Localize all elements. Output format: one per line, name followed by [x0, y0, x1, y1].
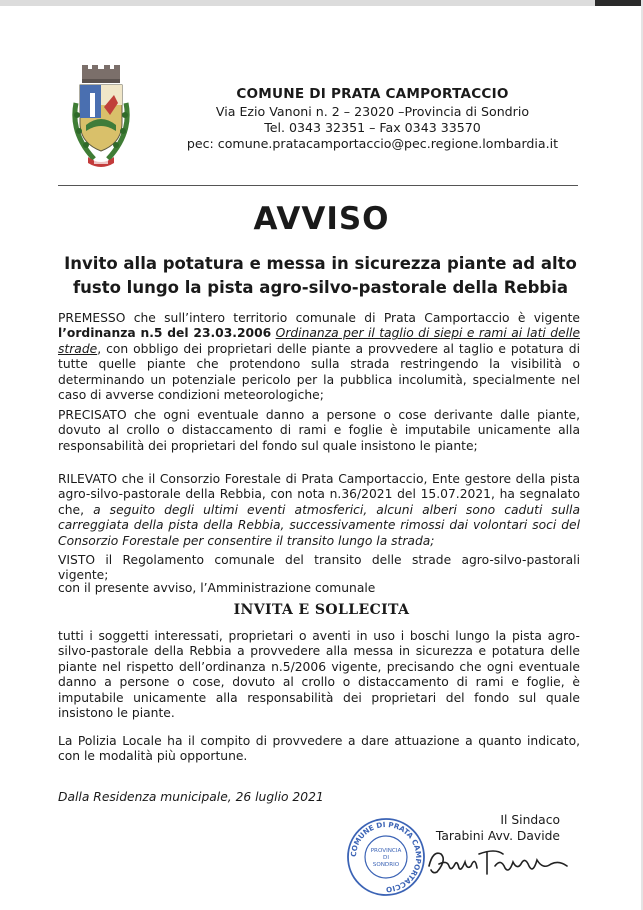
paragraph-presente: con il presente avviso, l’Amministrazione comunale [58, 581, 376, 595]
premesso-lead: PREMESSO che sull’intero territorio comunale di Prata Camportaccio è vigente [58, 311, 580, 325]
signer-name: Tarabini Avv. Davide [435, 829, 560, 843]
subtitle-line-1: Invito alla potatura e messa in sicurezza piante ad alto [64, 254, 577, 273]
municipal-crest-icon [68, 63, 134, 169]
municipality-name: COMUNE DI PRATA CAMPORTACCIO [236, 86, 509, 102]
ordinanza-reference: l’ordinanza n.5 del 23.03.2006 [58, 326, 272, 341]
paragraph-tutti: tutti i soggetti interessati, proprietari o aventi in uso i boschi lungo la pista agro-silvo-pastorale della Rebbia a provvedere alla messa in sicurezza e potatura delle piante nel rispetto dell’ordinanza n.5/2006 vigente, precisando che ogni eventuale danno a persone o cose, dovuto al crollo o distaccamento di rami e foglie, è imputabile unicamente alla responsabilità dei proprietari del fondo sul quale insistono le piante. [58, 629, 580, 721]
stamp-center-1: PROVINCIA [370, 848, 402, 854]
municipality-pec: pec: comune.pratacamportaccio@pec.regione.lombardia.it [186, 136, 559, 151]
signer-block [420, 812, 560, 844]
rilevato-quote: a seguito degli ultimi eventi atmosferici, alcuni alberi sono caduti sulla carreggiata della pista della Rebbia, successivamente rimossi dai volontari soci del Consorzio Forestale per consentire il transito lungo la strada; [58, 502, 580, 548]
stamp-ring-text: COMUNE DI PRATA CAMPORTACCIO [348, 819, 424, 895]
header-divider [58, 185, 578, 186]
scan-top-edge [0, 0, 643, 6]
paragraph-polizia: La Polizia Locale ha il compito di provvedere a dare attuazione a quanto indicato, con le modalità più opportune. [58, 734, 580, 764]
paragraph-rilevato [58, 472, 580, 549]
invita-heading: INVITA E SOLLECITA [233, 602, 410, 618]
official-stamp-icon [345, 816, 427, 898]
signer-role: Il Sindaco [500, 813, 560, 827]
subtitle-line-2: fusto lungo la pista agro-silvo-pastorale della Rebbia [72, 278, 569, 297]
municipality-address: Via Ezio Vanoni n. 2 – 23020 –Provincia di Sondrio [215, 104, 530, 119]
ordinanza-title: Ordinanza per il taglio di siepi e rami ai lati delle strade [58, 326, 581, 356]
place-date: Dalla Residenza municipale, 26 luglio 2021 [58, 790, 324, 804]
paragraph-visto: VISTO il Regolamento comunale del transito delle strade agro-silvo-pastorali vigente; [58, 553, 580, 583]
rilevato-lead: RILEVATO che il Consorzio Forestale di Prata Camportaccio, Ente gestore della pista agro-silvo-pastorale della Rebbia, con nota n.36/2021 del 15.07.2021, ha segnalato che, [58, 472, 580, 517]
handwritten-signature [425, 844, 570, 880]
stamp-center-2: DI [383, 855, 389, 861]
notice-title: AVVISO [253, 201, 390, 237]
municipality-header [150, 86, 595, 152]
premesso-rest: , con obbligo dei proprietari delle piante a provvedere al taglio e potatura di tutte quelle piante che protendono sulla strada restringendo la visibilità o determinando un potenziale pericolo per la pubblica incolumità, specialmente nel caso di avverse condizioni meteorologiche; [58, 341, 580, 403]
paragraph-premesso [58, 311, 580, 403]
scan-top-corner [595, 0, 643, 6]
paragraph-precisato: PRECISATO che ogni eventuale danno a persone o cose derivante dalle piante, dovuto al crollo o distaccamento di rami e foglie è imputabile unicamente alla responsabilità dei proprietari del fondo sul quale insistono le piante; [58, 408, 580, 453]
stamp-center-3: SONDRIO [372, 862, 400, 868]
municipality-phone: Tel. 0343 32351 – Fax 0343 33570 [264, 120, 481, 135]
notice-subtitle [58, 252, 583, 300]
